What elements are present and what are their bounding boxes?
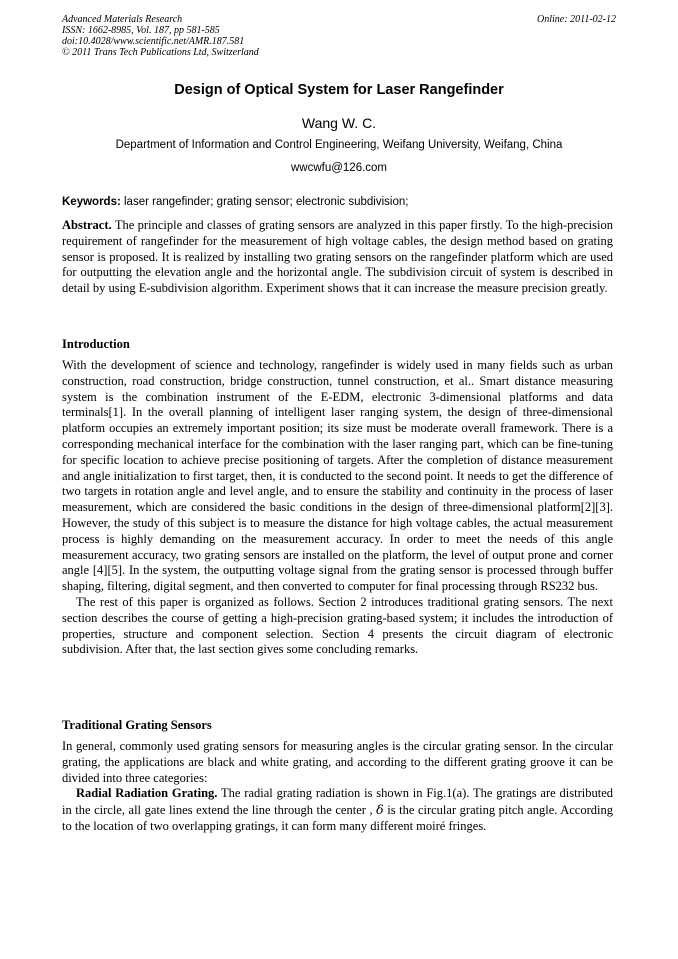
paper-title: Design of Optical System for Laser Rangefinder — [174, 82, 504, 98]
abstract-label: Abstract. — [62, 218, 112, 232]
introduction-section — [62, 358, 613, 658]
author-name: Wang W. C. — [301, 115, 377, 131]
introduction-paragraph-1: With the development of science and technology, rangefinder is widely used in many fields such as urban construction, road construction, bridge construction, tunnel construction, et al.. Smart distance measuring system is the combination instrument of the E-EDM, electronic 3-dimensional platforms and data terminals[1]. In the overall planning of intelligent laser ranging system, the design of three-dimensional platform occupies an extremely important position; its size must be moderate overall framework. There is a corresponding mechanical interface for the combination with the laser ranging part, which can be fine-tuning for specific location to achieve precise positioning of targets. After the completion of distance measurement and angle initialization to first target, then, it is conducted to the second point. It needs to get the difference of two targets in rotation angle and level angle, and to ensure the stability and continuity in the process of laser measurement, which are considered the basic conditions in the design of three-dimensional platform[2][3]. However, the study of this subject is to measure the distance for high voltage cables, the actual measurement process is highly demanding on the measurement accuracy. In order to meet the needs of this angle measurement accuracy, two grating sensors are installed on the platform, the level of output prone and corner angle [4][5]. In the system, the outputting voltage signal from the grating sensor is processed through buffer shaping, filtering, digital segment, and then converted to computer for final processing through RS232 bus. — [62, 358, 613, 594]
radial-grating-text-a: The radial grating radiation is shown in Fig.1(a). The gratings are distributed in the circle, all gate lines extend the line through the center , — [62, 786, 613, 818]
doi-line: doi:10.4028/www.scientific.net/AMR.187.581 — [62, 36, 245, 47]
keywords-text: laser rangefinder; grating sensor; electronic subdivision; — [120, 196, 409, 208]
abstract-text: The principle and classes of grating sensors are analyzed in this paper firstly. To the high-precision requirement of rangefinder for the measurement of high voltage cables, the design method based on grating sensor is proposed. It is realized by installing two grating sensors on the rangefinder platform which are used for outputting the elevation angle and the horizontal angle. The subdivision circuit of system is described in detail by using E-subdivision algorithm. Experiment shows that it can increase the measure precision greatly. — [62, 218, 613, 296]
copyright-line: © 2011 Trans Tech Publications Ltd, Switzerland — [62, 47, 259, 58]
online-date: Online: 2011-02-12 — [537, 14, 616, 25]
introduction-paragraph-2: The rest of this paper is organized as follows. Section 2 introduces traditional grating sensors. The next section describes the course of getting a high-precision grating-based system; it includes the introduction of properties, structure and component selection. Section 4 presents the circuit diagram of electronic subdivision. After that, the last section gives some concluding remarks. — [62, 594, 613, 657]
delta-symbol: δ — [376, 802, 384, 818]
traditional-paragraph-2 — [62, 786, 613, 834]
journal-name: Advanced Materials Research — [62, 14, 183, 25]
journal-header — [62, 14, 616, 58]
author-email: wwcwfu@126.com — [290, 162, 388, 174]
traditional-paragraph-1: In general, commonly used grating sensors for measuring angles is the circular grating sensor. In the circular grating, the applications are black and white grating, and according to the different grating groove it can be divided into three categories: — [62, 739, 613, 785]
section-heading-introduction: Introduction — [62, 337, 130, 351]
radial-grating-text-b: is the circular grating pitch angle. According to the location of two overlapping gratings, it can form many different moiré fringes. — [62, 803, 613, 833]
keywords-label: Keywords: — [62, 196, 121, 208]
section-heading-traditional-grating-sensors: Traditional Grating Sensors — [62, 718, 212, 732]
abstract — [62, 218, 613, 297]
issn-line: ISSN: 1662-8985, Vol. 187, pp 581-585 — [62, 25, 220, 36]
radial-grating-label: Radial Radiation Grating. — [76, 786, 218, 801]
traditional-grating-section — [62, 739, 613, 835]
keywords — [62, 196, 618, 208]
author-affiliation: Department of Information and Control Engineering, Weifang University, Weifang, China — [115, 139, 563, 151]
